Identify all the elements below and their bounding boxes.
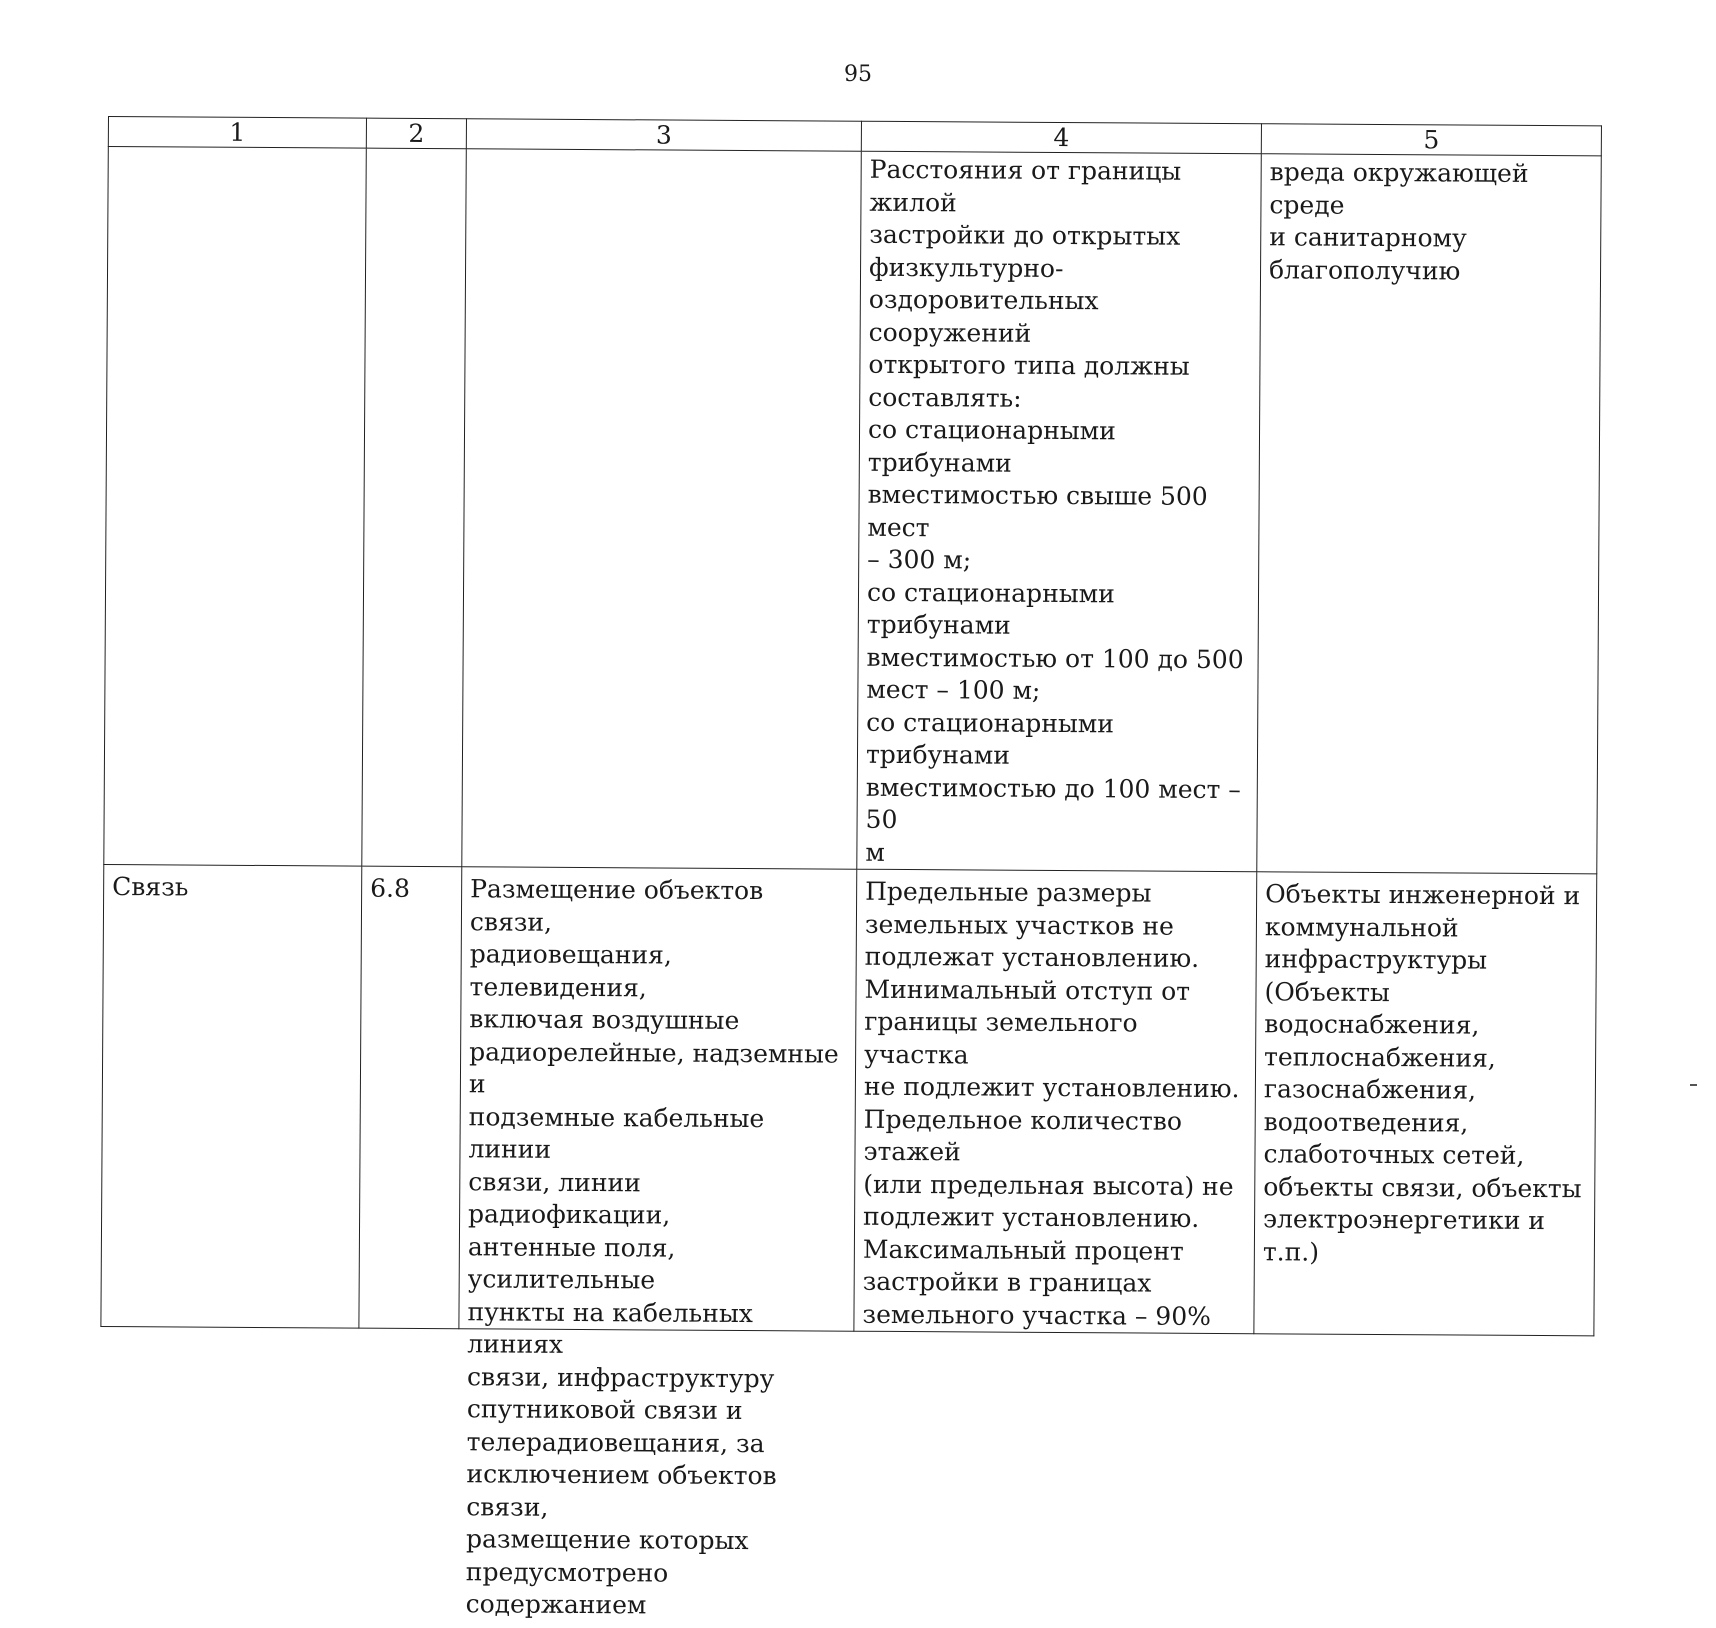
cell-code: [359, 866, 462, 1329]
cell-text: Объекты инженерной и коммунальной инфраструктуры (Объекты водоснабжения, теплоснабжения, газоснабжения, водоотведения, слаботочных сетей, объекты связи, объекты электроэнергетики и т.п.): [1262, 879, 1582, 1267]
header-col-4: 4: [861, 121, 1261, 154]
cell-text: 6.8: [370, 873, 411, 903]
cell-text: Размещение объектов связи, радиовещания, телевидения, включая воздушные радиорелейные, надземные и подземные кабельные линии связи, линии радиофикации, антенные поля, усилительные пункты на кабельных линиях связи, инфраструктуру спутниковой связи и телерадиовещания, за исключением объектов связи, размещение которых предусмотрено содержанием: [465, 874, 839, 1620]
page-number: 95: [844, 62, 872, 87]
header-col-5: 5: [1261, 124, 1601, 156]
cell-text: Предельные размеры земельных участков не подлежат установлению. Минимальный отступ от границы земельного участка не подлежит установлению. Предельное количество этажей (или предельная высота) не подлежит установлению. Максимальный процент застройки в границах земельного участка – 90%: [862, 876, 1240, 1331]
cell-description: [459, 867, 857, 1620]
zoning-table: [100, 116, 1602, 1620]
cell-parameters: [854, 869, 1257, 1334]
table-row: [101, 864, 1597, 1335]
cell-use-type: [104, 147, 367, 867]
cell-notes: [1254, 872, 1597, 1336]
cell-code: [362, 148, 467, 867]
cell-text: [375, 151, 458, 152]
cell-parameters: [857, 151, 1262, 871]
cell-text: вреда окружающей среде и санитарному благополучию: [1268, 157, 1529, 285]
table-row: [104, 147, 1601, 874]
cell-use-type: [101, 864, 362, 1328]
cell-text: Связь: [112, 872, 189, 902]
cell-description: [462, 149, 862, 869]
header-col-1: 1: [108, 117, 366, 149]
cell-text: [475, 151, 853, 153]
header-col-2: 2: [366, 118, 466, 149]
cell-notes: [1257, 154, 1602, 874]
scan-edge-mark: [1690, 1084, 1697, 1086]
cell-text: Расстояния от границы жилой застройки до открытых физкультурно- оздоровительных сооружений открытого типа должны составлять: со стационарными трибунами вместимостью свыше 500 мест – 300 м; со стационарными трибунами вместимостью от 100 до 500 мест – 100 м; со стационарными трибунами вместимостью до 100 мест – 50 м: [865, 154, 1244, 867]
header-col-3: 3: [466, 119, 861, 151]
cell-text: [117, 149, 358, 151]
